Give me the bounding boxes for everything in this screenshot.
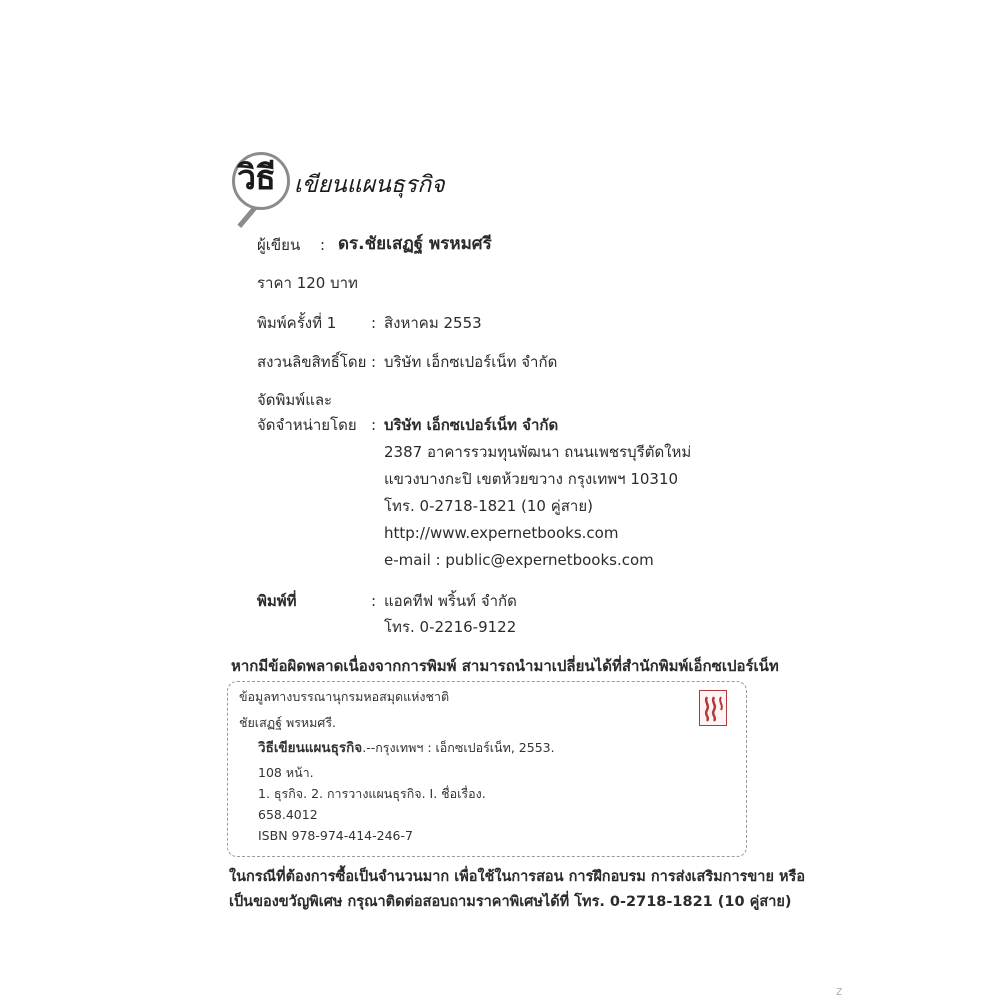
- author-colon: :: [320, 236, 326, 254]
- publisher-address-line2: แขวงบางกะปิ เขตห้วยขวาง กรุงเทพฯ 10310: [384, 470, 679, 488]
- edition-label: พิมพ์ครั้งที่ 1: [257, 314, 337, 332]
- publisher-mark-icon: [700, 691, 726, 725]
- cip-pages: 108 หน้า.: [258, 765, 314, 780]
- cip-isbn: ISBN 978-974-414-246-7: [258, 828, 413, 843]
- publisher-label-line2: จัดจำหน่ายโดย: [257, 416, 357, 434]
- publisher-colon: :: [371, 416, 377, 434]
- publisher-address-line1: 2387 อาคารรวมทุนพัฒนา ถนนเพชรบุรีตัดใหม่: [384, 443, 692, 461]
- cip-classification: 658.4012: [258, 807, 318, 822]
- printer-phone: โทร. 0-2216-9122: [384, 618, 517, 636]
- printer-colon: :: [371, 592, 377, 610]
- cip-book-title: วิธีเขียนแผนธุรกิจ: [258, 740, 363, 756]
- bulk-order-line1: ในกรณีที่ต้องการซื้อเป็นจำนวนมาก เพื่อใช้ในการสอน การฝึกอบรม การส่งเสริมการขาย หรือ: [229, 869, 806, 885]
- cip-subjects: 1. ธุรกิจ. 2. การวางแผนธุรกิจ. I. ชื่อเรื่อง.: [258, 786, 486, 801]
- publisher-logo-icon: [699, 690, 727, 726]
- printer-label: พิมพ์ที่: [257, 592, 297, 610]
- publisher-name: บริษัท เอ็กซเปอร์เน็ท จำกัด: [384, 416, 559, 434]
- edition-colon: :: [371, 314, 377, 332]
- bulk-order-line2: เป็นของขวัญพิเศษ กรุณาติดต่อสอบถามราคาพิเศษได้ที่ โทร. 0-2718-1821 (10 คู่สาย): [229, 894, 792, 910]
- publisher-website[interactable]: http://www.expernetbooks.com: [384, 524, 619, 542]
- cip-author: ชัยเสฏฐ์ พรหมศรี.: [239, 715, 337, 730]
- printer-name: แอคทีฟ พริ้นท์ จำกัด: [384, 592, 517, 610]
- copyright-value: บริษัท เอ็กซเปอร์เน็ท จำกัด: [384, 353, 558, 371]
- publisher-email[interactable]: e-mail : public@expernetbooks.com: [384, 551, 654, 569]
- copyright-label: สงวนลิขสิทธิ์โดย: [257, 353, 367, 371]
- publisher-phone: โทร. 0-2718-1821 (10 คู่สาย): [384, 497, 593, 515]
- cip-header: ข้อมูลทางบรรณานุกรมหอสมุดแห่งชาติ: [239, 689, 450, 704]
- title-big-text: วิธี: [237, 158, 275, 198]
- corner-mark: z: [836, 984, 843, 998]
- price-text: ราคา 120 บาท: [257, 274, 358, 292]
- publisher-label-line1: จัดพิมพ์และ: [257, 391, 333, 409]
- copyright-colon: :: [371, 353, 377, 371]
- author-name: ดร.ชัยเสฏฐ์ พรหมศรี: [338, 234, 492, 254]
- author-label: ผู้เขียน: [257, 236, 301, 254]
- cip-imprint: .--กรุงเทพฯ : เอ็กซเปอร์เน็ท, 2553.: [362, 740, 555, 755]
- edition-value: สิงหาคม 2553: [384, 314, 482, 332]
- book-title-logo: [232, 152, 502, 242]
- cip-title-line: [258, 739, 555, 757]
- title-small-text: เขียนแผนธุรกิจ: [294, 172, 445, 198]
- misprint-notice: หากมีข้อผิดพลาดเนื่องจากการพิมพ์ สามารถนำมาเปลี่ยนได้ที่สำนักพิมพ์เอ็กซเปอร์เน็ท: [231, 657, 779, 675]
